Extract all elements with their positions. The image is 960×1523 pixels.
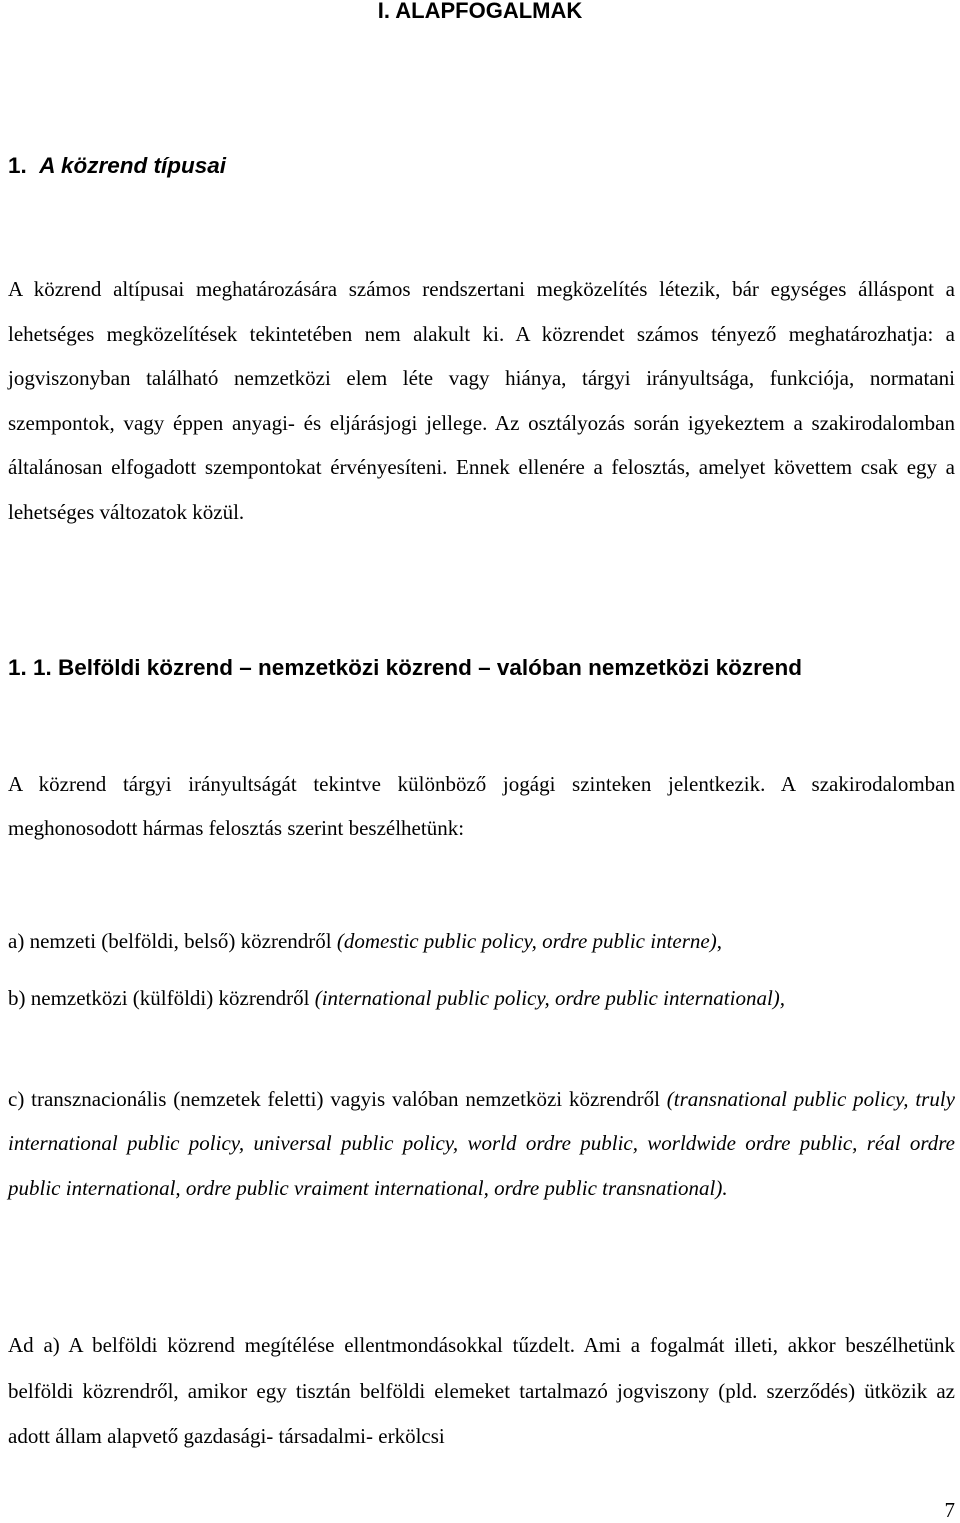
list-item-c <box>8 1077 955 1210</box>
closing-paragraph: Ad a) A belföldi közrend megítélése ellentmondásokkal tűzdelt. Ami a fogalmát illeti, akkor beszélhetünk belföldi közrendről, amikor egy tisztán belföldi elemeket tartalmazó jogviszony (pld. szerződés) ütközik az adott állam alapvető gazdasági- társadalmi- erkölcsi <box>8 1333 955 1448</box>
section-heading <box>8 153 226 179</box>
list-item-a-term: (domestic public policy, ordre public interne) <box>336 929 717 953</box>
subsection-heading: 1. 1. Belföldi közrend – nemzetközi közrend – valóban nemzetközi közrend <box>8 655 802 680</box>
subsection-paragraph: A közrend tárgyi irányultságát tekintve különböző jogági szinteken jelentkezik. A szakirodalomban meghonosodott hármas felosztás szerint beszélhetünk: <box>8 772 955 841</box>
list-item-b <box>8 976 955 1021</box>
section-title: A közrend típusai <box>39 153 226 178</box>
intro-paragraph: A közrend altípusai meghatározására számos rendszertani megközelítés létezik, bár egységes álláspont a lehetséges megközelítések tekintetében nem alakult ki. A közrendet számos tényező meghatározhatja: a jogviszonyban található nemzetközi elem léte vagy hiánya, tárgyi irányultsága, funkciója, normatani szempontok, vagy éppen anyagi- és eljárásjogi jellege. Az osztályozás során igyekeztem a szakirodalomban általánosan elfogadott szempontokat érvényesíteni. Ennek ellenére a felosztás, amelyet követtem csak egy a lehetséges változatok közül. <box>8 277 955 524</box>
list-item-b-term: (international public policy, ordre public international), <box>314 986 786 1010</box>
list-item-b-text: b) nemzetközi (külföldi) közrendről <box>8 986 315 1010</box>
list-item-c-term: (transnational public policy, truly international public policy, universal public policy, world ordre public, worldwide ordre public, réal ordre public international, ordre public vraiment international, ordre public transnational). <box>8 1087 956 1200</box>
list-item-a <box>8 919 955 964</box>
section-number: 1. <box>8 153 27 178</box>
list-item-a-text: a) nemzeti (belföldi, belső) közrendről <box>8 929 337 953</box>
page-number: 7 <box>944 1498 955 1522</box>
list-item-c-text: c) transznacionális (nemzetek feletti) vagyis valóban nemzetközi közrendről <box>8 1087 667 1111</box>
chapter-title: I. ALAPFOGALMAK <box>377 0 583 23</box>
list-item-a-tail: , <box>716 929 722 953</box>
